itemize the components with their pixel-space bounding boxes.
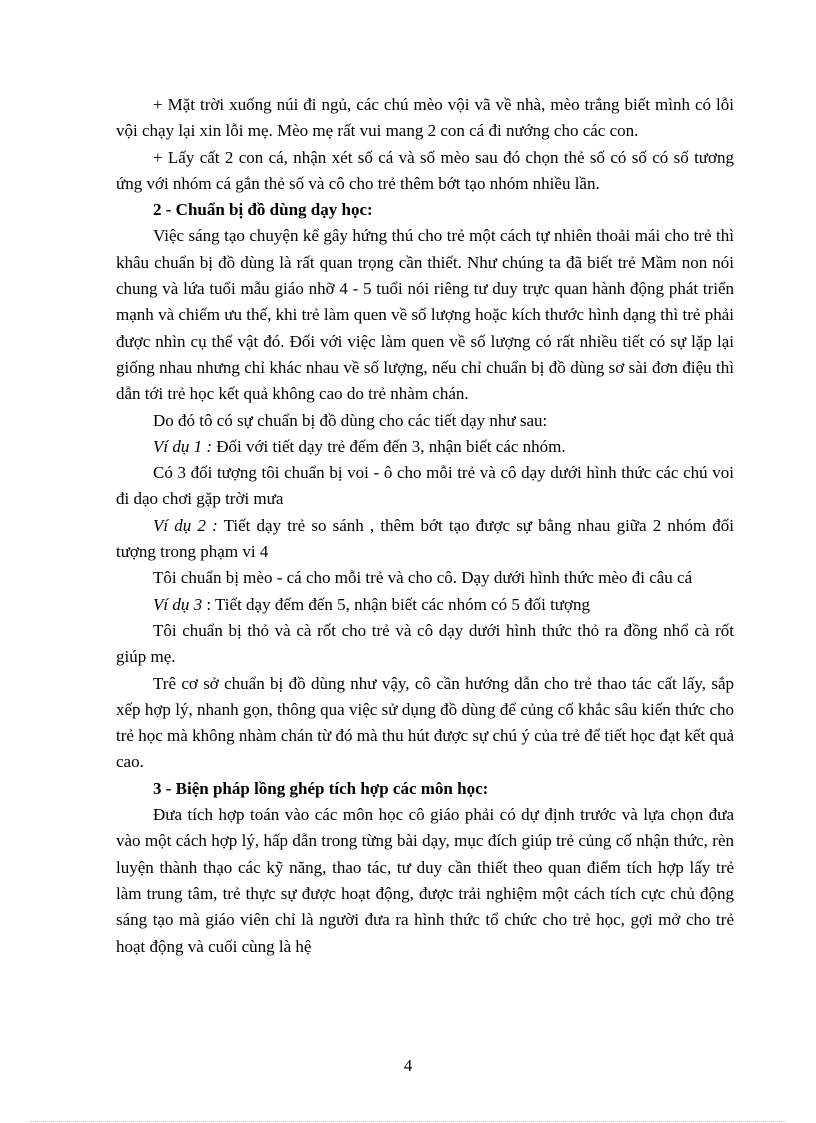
paragraph-example-1-detail: Có 3 đối tượng tôi chuẩn bị voi - ô cho mỗi trẻ và cô dạy dưới hình thức các chú voi đi dạo chơi gặp trời mưa [116,463,734,509]
example-3 [116,592,734,618]
paragraph-materials-usage: Trê cơ sở chuẩn bị đồ dùng như vậy, cô cần hướng dẫn cho trẻ thao tác cất lấy, sắp xếp hợp lý, nhanh gọn, thông qua việc sử dụng đồ dùng để củng cố khắc sâu kiến thức cho trẻ học mà không nhàm chán từ đó mà thu hút được sự chú ý của trẻ để tiết học đạt kết quả cao. [116,673,734,772]
paragraph-example-2-detail: Tôi chuẩn bị mèo - cá cho mỗi trẻ và cho cô. Dạy dưới hình thức mèo đi câu cá [153,568,693,588]
paragraph-materials-lead: Do đó tô có sự chuẩn bị đồ dùng cho các tiết dạy như sau: [153,410,548,430]
example-1-label: Ví dụ 1 : [153,436,213,456]
example-2-label: Ví dụ 2 : [153,515,218,535]
paragraph-integration: Đưa tích hợp toán vào các môn học cô giáo phải có dự định trước và lựa chọn đưa vào một cách hợp lý, hấp dẫn trong từng bài dạy, mục đích giúp trẻ củng cố nhận thức, rèn luyện thành thạo các kỹ năng, thao tác, tư duy cần thiết theo quan điểm tích hợp lấy trẻ làm trung tâm, trẻ thực sự được hoạt động, được trải nghiệm một cách tích cực chủ động sáng tạo mà giáo viên chỉ là người đưa ra hình thức tổ chức cho trẻ học, gợi mở cho trẻ hoạt động và cuối cùng là hệ [116,805,734,956]
example-2 [116,513,734,566]
document-body [116,92,734,960]
paragraph-materials-intro: Việc sáng tạo chuyện kể gây hứng thú cho trẻ một cách tự nhiên thoải mái cho trẻ thì khâu chuẩn bị đồ dùng là rất quan trọng cần thiết. Như chúng ta đã biết trẻ Mầm non nói chung và lứa tuổi mẫu giáo nhỡ 4 - 5 tuổi nói riêng tư duy trực quan hành động phát triển mạnh và chiếm ưu thế, khi trẻ làm quen về số lượng hoặc kích thước hình dạng thì trẻ phải được nhìn cụ thể vật đó. Đối với việc làm quen về số lượng có rất nhiều tiết có sự lặp lại giống nhau nhưng chỉ khác nhau về số lượng, nếu chỉ chuẩn bị đồ dùng sơ sài đơn điệu thì dẫn tới trẻ học kết quả không cao do trẻ nhàm chán. [116,226,734,404]
example-3-text: : Tiết dạy đếm đến 5, nhận biết các nhóm có 5 đối tượng [202,594,591,614]
example-1-text: Đối với tiết dạy trẻ đếm đến 3, nhận biết các nhóm. [212,436,566,456]
paragraph-story-ending: + Mặt trời xuống núi đi ngủ, các chú mèo vội vã về nhà, mèo trắng biết mình có lỗi vội chạy lại xin lỗi mẹ. Mèo mẹ rất vui mang 2 con cá đi nướng cho các con. [116,95,734,141]
example-2-text: Tiết dạy trẻ so sánh , thêm bớt tạo được sự bằng nhau giữa 2 nhóm đối tượng trong phạm vi 4 [116,515,734,562]
page-number: 4 [403,1056,413,1075]
example-3-label: Ví dụ 3 [153,594,203,614]
paragraph-count-fish: + Lấy cất 2 con cá, nhận xét số cá và số mèo sau đó chọn thẻ số có số có số tương ứng với nhóm cá gắn thẻ số và cô cho trẻ thêm bớt tạo nhóm nhiều lần. [116,147,734,193]
example-1 [116,434,734,460]
section-heading-3: 3 - Biện pháp lồng ghép tích hợp các môn học: [153,778,489,798]
page-bottom-divider [30,1121,786,1122]
section-heading-2: 2 - Chuẩn bị đồ dùng dạy học: [153,200,373,220]
paragraph-example-3-detail: Tôi chuẩn bị thỏ và cà rốt cho trẻ và cô dạy dưới hình thức thỏ ra đồng nhổ cà rốt giúp mẹ. [116,620,734,667]
